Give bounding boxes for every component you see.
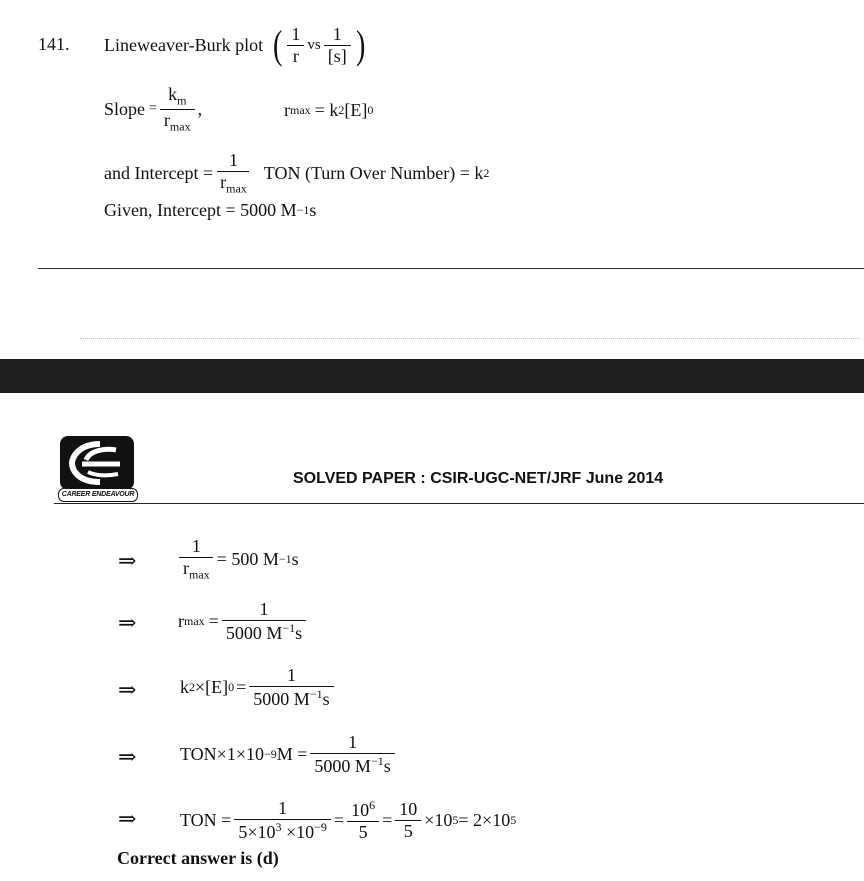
ton-definition: TON (Turn Over Number) = k	[263, 162, 484, 183]
step-5: TON = $\frac{1}{5\times 10^3 \times 10^{-9}}$ = $\frac{10^6}{5}$ = $\frac{10}{5}$ ×10 5 = 2×10 5	[180, 797, 517, 842]
paper-title: SOLVED PAPER : CSIR-UGC-NET/JRF June 2014	[293, 470, 664, 487]
slope-label: Slope	[104, 98, 146, 119]
vs-text: vs	[307, 36, 321, 53]
career-endeavour-logo	[60, 436, 134, 490]
rmax-equation: r max = k 2 [E] 0	[284, 100, 374, 120]
page-edge-dots	[80, 338, 860, 339]
page-bottom-rule	[38, 268, 864, 269]
right-paren: )	[355, 22, 366, 67]
page-break-band	[0, 359, 864, 393]
logo-emblem-icon	[60, 436, 134, 490]
step-3: k 2 × [E] 0 = $\frac{1}{5000 M^{-1}s}$	[180, 660, 337, 714]
step-2: r max = $\frac{1}{5000 M^{-1}s}$	[178, 594, 309, 648]
step-4: TON×1×10 −9 M = $\frac{1}{5000 M^{-1}s}$	[180, 727, 398, 781]
plot-heading	[104, 14, 367, 76]
implies-arrow-1: ⇒	[118, 548, 137, 573]
correct-answer: Correct answer is (d)	[117, 848, 279, 868]
fraction-km-over-rmax: $\frac{k_m}{r_{max}}$	[160, 85, 195, 132]
step-1: $\frac{1}{r_{max}}$ = 500 M −1 s	[176, 532, 299, 586]
intercept-label: and Intercept =	[104, 162, 214, 183]
implies-arrow-4: ⇒	[118, 744, 137, 769]
question-number	[38, 34, 70, 55]
header-rule	[54, 503, 864, 504]
implies-arrow-3: ⇒	[118, 677, 137, 702]
fraction-one-over-r: $\frac{1}{r}$	[287, 25, 304, 66]
fraction-one-over-rmax: $\frac{1}{r_{max}}$	[216, 151, 251, 195]
fraction-one-over-s: $\frac{1}{[s]}$	[324, 25, 351, 66]
intercept-equation: and Intercept = $\frac{1}{r_{max}}$ TON (Turn Over Number) = k 2	[104, 149, 490, 196]
logo-caption: CAREER ENDEAVOUR	[58, 488, 138, 502]
left-paren: (	[273, 22, 283, 67]
slope-equation: Slope = $\frac{k_m}{r_{max}}$ ,	[104, 84, 203, 134]
plot-title: Lineweaver-Burk plot	[104, 34, 264, 55]
question-number-text: 141.	[38, 34, 70, 54]
given-text: Given, Intercept = 5000 M	[104, 200, 297, 220]
implies-arrow-2: ⇒	[118, 610, 137, 635]
given-line: Given, Intercept = 5000 M −1 s	[104, 200, 317, 220]
implies-arrow-5: ⇒	[118, 806, 137, 831]
